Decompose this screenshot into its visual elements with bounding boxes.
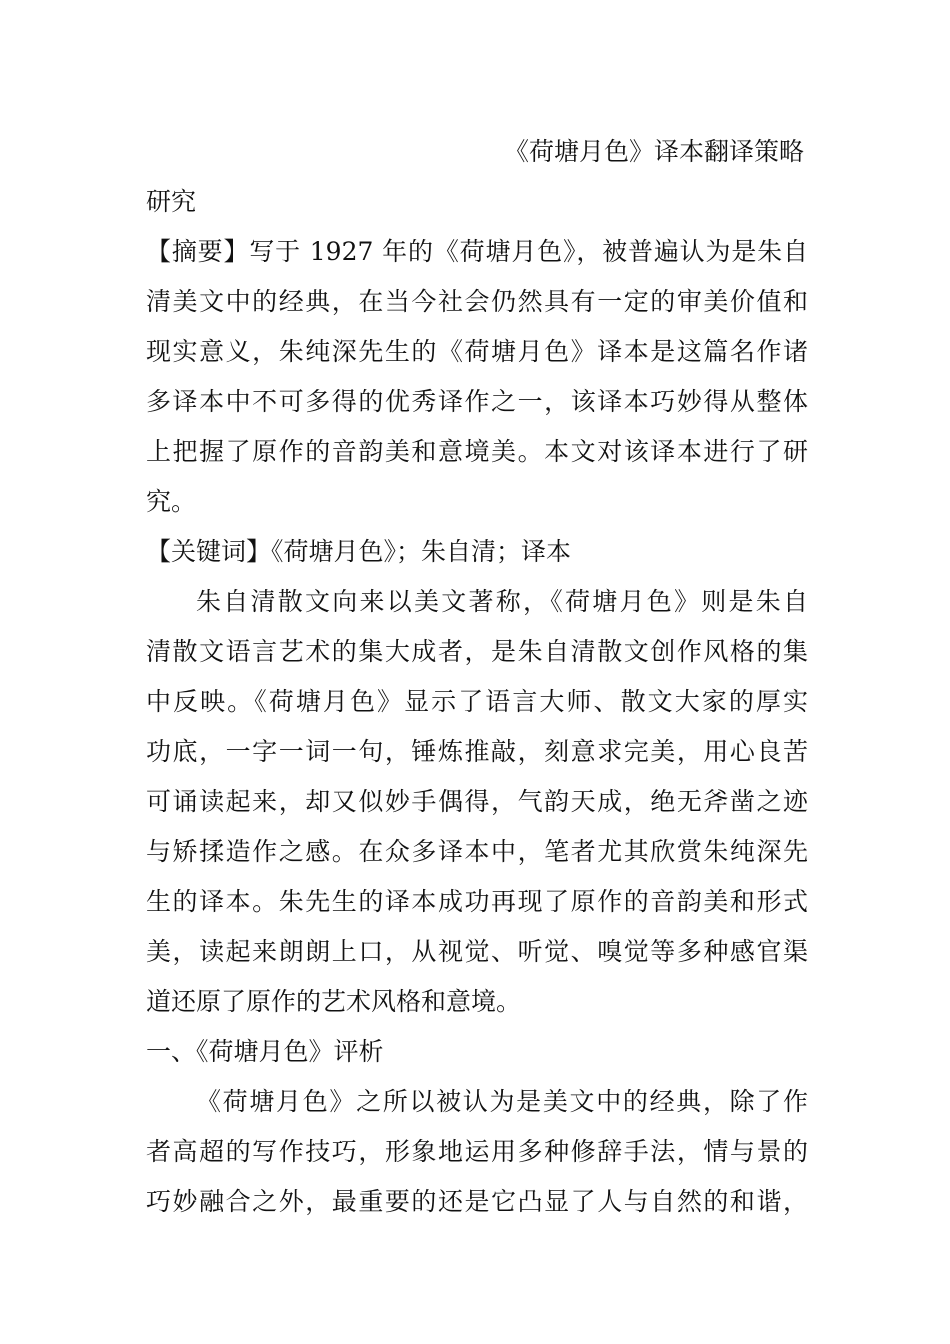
- intro-line: 道还原了原作的艺术风格和意境。: [146, 987, 522, 1016]
- section-paragraph: [146, 1077, 808, 1227]
- abstract-paragraph: [146, 227, 808, 527]
- abstract-line: 现实意义，朱纯深先生的《荷塘月色》译本是这篇名作诸: [146, 337, 808, 366]
- section-line: 《荷塘月色》之所以被认为是美文中的经典，除了作: [196, 1087, 808, 1116]
- section-heading: 一、《荷塘月色》评析: [146, 1037, 384, 1066]
- intro-line: 与矫揉造作之感。在众多译本中，笔者尤其欣赏朱纯深先: [146, 837, 808, 866]
- abstract-line: 究。: [146, 487, 197, 516]
- abstract-line: 多译本中不可多得的优秀译作之一，该译本巧妙得从整体: [146, 387, 808, 416]
- intro-line: 朱自清散文向来以美文著称，《荷塘月色》则是朱自: [196, 587, 808, 616]
- intro-line: 可诵读起来，却又似妙手偶得，气韵天成，绝无斧凿之迹: [146, 787, 808, 816]
- abstract-line: 【摘要】写于 1927 年的《荷塘月色》，被普遍认为是朱自: [146, 237, 808, 266]
- abstract-line: 清美文中的经典，在当今社会仍然具有一定的审美价值和: [146, 287, 808, 316]
- section-line: 巧妙融合之外，最重要的还是它凸显了人与自然的和谐，: [146, 1187, 808, 1216]
- intro-line: 中反映。《荷塘月色》显示了语言大师、散文大家的厚实: [146, 687, 808, 716]
- section-line: 者高超的写作技巧，形象地运用多种修辞手法，情与景的: [146, 1137, 808, 1166]
- abstract-line: 上把握了原作的音韵美和意境美。本文对该译本进行了研: [146, 437, 808, 466]
- intro-line: 美，读起来朗朗上口，从视觉、听觉、嗅觉等多种感官渠: [146, 937, 808, 966]
- document-title-continued: 研究: [146, 187, 197, 216]
- document-body: [146, 127, 808, 1227]
- document-title: 《荷塘月色》译本翻译策略: [503, 137, 804, 166]
- intro-line: 生的译本。朱先生的译本成功再现了原作的音韵美和形式: [146, 887, 808, 916]
- intro-line: 功底，一字一词一句，锤炼推敲，刻意求完美，用心良苦: [146, 737, 808, 766]
- intro-line: 清散文语言艺术的集大成者，是朱自清散文创作风格的集: [146, 637, 808, 666]
- intro-paragraph: [146, 577, 808, 1027]
- keywords-line: 【关键词】《荷塘月色》；朱自清；译本: [146, 537, 572, 566]
